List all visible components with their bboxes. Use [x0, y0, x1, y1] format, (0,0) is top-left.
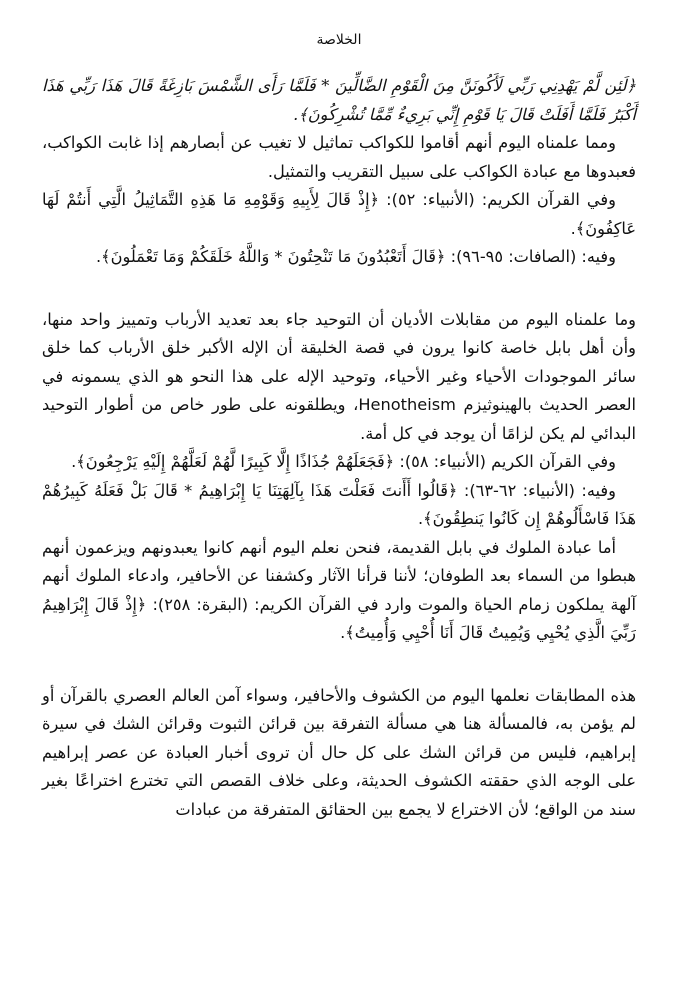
- quran-citation-paragraph: وفي القرآن الكريم (الأنبياء: ٥٨): ﴿فَجَعَلَهُمْ جُذَاذًا إِلَّا كَبِيرًا لَّهُمْ لَعَلَّهُمْ إِلَيْهِ يَرْجِعُونَ﴾.: [71, 452, 616, 471]
- body-paragraph: أما عبادة الملوك في بابل القديمة، فنحن نعلم اليوم أنهم كانوا يعبدونهم ويزعمون أنهم هبطوا من السماء بعد الطوفان؛ لأننا قرأنا الآثار وكشفنا عن الأحافير، وادعاء الملوك أنهم آلهة يملكون زمام الحياة والموت وارد في القرآن الكريم: (البقرة: ٢٥٨): ﴿إِذْ قَالَ إِبْرَاهِيمُ رَبِّيَ الَّذِي يُحْيِي وَيُمِيتُ قَالَ أَنَا أُحْيِي وَأُمِيتُ﴾.: [42, 537, 636, 642]
- body-paragraph: ومما علمناه اليوم أنهم أقاموا للكواكب تماثيل لا تغيب عن أبصارهم إذا غابت الكواكب، فعبدوها مع عبادة الكواكب على سبيل التقريب والتمثيل.: [42, 133, 636, 181]
- section-spacer: [42, 648, 636, 682]
- section-spacer: [42, 272, 636, 306]
- running-header: الخلاصة: [316, 32, 362, 48]
- quran-verse-paragraph: ﴿لَئِن لَّمْ يَهْدِنِي رَبِّي لَأَكُونَنَّ مِنَ الْقَوْمِ الضَّالِّينَ * فَلَمَّا رَأَى الشَّمْسَ بَازِغَةً قَالَ هَذَا رَبِّي هَذَا أَكْبَرُ فَلَمَّا أَفَلَتْ قَالَ يَا قَوْمِ إِنِّي بَرِيءٌ مِّمَّا تُشْرِكُونَ﴾.: [42, 76, 636, 124]
- quran-citation-paragraph: وفيه: (الأنبياء: ٦٢-٦٣): ﴿قَالُوا أَأَنتَ فَعَلْتَ هَذَا بِآلِهَتِنَا يَا إِبْرَاهِيمُ * قَالَ بَلْ فَعَلَهُ كَبِيرُهُمْ هَذَا فَاسْأَلُوهُمْ إِن كَانُوا يَنطِقُونَ﴾.: [42, 480, 636, 528]
- body-paragraph: هذه المطابقات نعلمها اليوم من الكشوف والأحافير، وسواء آمن العالم العصري بالقرآن أو لم يؤمن به، فالمسألة هنا هي مسألة التفرقة بين قرائن الثبوت وقرائن الشك في سيرة إبراهيم، فليس من قرائن الشك على كل حال أن تروى أخبار العبادة عن عصر إبراهيم على الوجه الذي حققته الكشوف الحديثة، وعلى خلاف القصص التي تخترع اختراعًا بغير سند من الواقع؛ لأن الاختراع لا يجمع بين الحقائق المتفرقة من عبادات: [42, 685, 636, 819]
- quran-citation-paragraph: وفيه: (الصافات: ٩٥-٩٦): ﴿قَالَ أَتَعْبُدُونَ مَا تَنْحِتُونَ * وَاللَّهُ خَلَقَكُمْ وَمَا تَعْمَلُونَ﴾.: [95, 247, 616, 266]
- quran-citation-paragraph: وفي القرآن الكريم: (الأنبياء: ٥٢): ﴿إِذْ قَالَ لِأَبِيهِ وَقَوْمِهِ مَا هَذِهِ التَّمَاثِيلُ الَّتِي أَنتُمْ لَهَا عَاكِفُونَ﴾.: [42, 190, 636, 238]
- body-paragraph: وما علمناه اليوم من مقابلات الأديان أن التوحيد جاء بعد تعديد الأرباب وتمييز واحد منها، وأن أهل بابل خاصة كانوا يرون في قصة الخليقة أن الإله الأكبر خلق الأرباب كما خلق سائر الموجودات الأحياء وغير الأحياء، وتوحيد الإله على هذا النحو هو الذي يسمونه في العصر الحديث بالهينوثيزم Henotheism، ويطلقونه على طور خاص من أطوار التوحيد البدائي لم يكن لزامًا أن يوجد في كل أمة.: [42, 309, 637, 443]
